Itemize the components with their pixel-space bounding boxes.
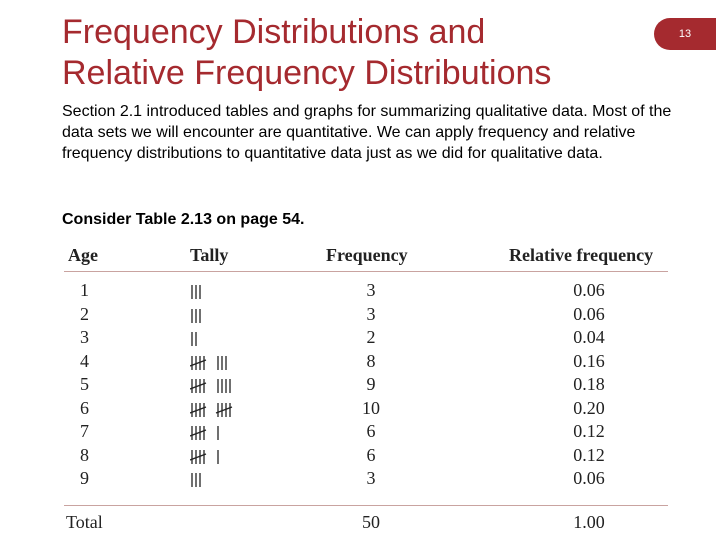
- cell-age: 7: [80, 421, 89, 441]
- cell-frequency: 3: [366, 303, 376, 324]
- cell-relative-frequency: 0.06: [573, 280, 605, 300]
- header-tally: Tally: [190, 245, 229, 265]
- cell-relative-frequency: 0.04: [573, 327, 605, 347]
- total-frequency: 50: [362, 512, 380, 532]
- consider-note: Consider Table 2.13 on page 54.: [62, 211, 305, 228]
- body-text: Section 2.1 introduced tables and graphs for summarizing qualitative data. Most of the data sets we will encounter are quantitative. We can apply frequency and relative frequency distributions to quantitative data just as we did for qualitative data.: [62, 103, 672, 162]
- cell-age: 4: [80, 350, 89, 371]
- cell-tally: [190, 374, 236, 394]
- cell-tally: [190, 304, 206, 324]
- cell-tally: [190, 327, 202, 347]
- total-label: Total: [66, 512, 103, 532]
- cell-tally: [190, 280, 206, 300]
- cell-relative-frequency: 0.18: [573, 374, 605, 394]
- table-row: [64, 445, 668, 469]
- cell-relative-frequency: 0.12: [573, 421, 605, 441]
- cell-frequency: 10: [362, 397, 380, 418]
- cell-age: 3: [80, 327, 89, 347]
- cell-age: 1: [80, 280, 89, 300]
- cell-frequency: 9: [366, 374, 376, 394]
- cell-frequency: 6: [366, 444, 376, 465]
- header-age: Age: [68, 245, 98, 265]
- tally-marks-icon: [190, 331, 202, 347]
- tally-marks-icon: [190, 308, 206, 324]
- cell-tally: [190, 421, 224, 441]
- header-frequency: Frequency: [326, 245, 408, 265]
- tally-marks-icon: [190, 449, 224, 465]
- cell-frequency: 3: [366, 468, 376, 488]
- tally-marks-icon: [190, 378, 236, 394]
- cell-frequency: 6: [366, 421, 376, 441]
- cell-age: 5: [80, 374, 89, 394]
- cell-age: 8: [80, 444, 89, 465]
- table-body: [64, 272, 668, 506]
- header-relative-frequency: Relative frequency: [509, 245, 654, 265]
- cell-age: 9: [80, 468, 89, 488]
- cell-tally: [190, 351, 232, 371]
- table-row: [64, 351, 668, 375]
- page-number-badge: 13: [654, 18, 716, 50]
- cell-frequency: 8: [366, 350, 376, 371]
- cell-relative-frequency: 0.12: [573, 444, 605, 465]
- cell-relative-frequency: 0.06: [573, 303, 605, 324]
- table-row: [64, 327, 668, 351]
- cell-tally: [190, 445, 224, 465]
- tally-marks-icon: [190, 472, 206, 488]
- cell-tally: [190, 398, 246, 418]
- cell-age: 6: [80, 397, 89, 418]
- cell-relative-frequency: 0.06: [573, 468, 605, 488]
- cell-relative-frequency: 0.16: [573, 350, 605, 371]
- table-row: [64, 421, 668, 445]
- body-paragraph: [62, 101, 682, 164]
- table-row: [64, 304, 668, 328]
- table-footer: [64, 506, 668, 536]
- frequency-table: [64, 241, 668, 536]
- cell-relative-frequency: 0.20: [573, 397, 605, 418]
- slide-title: [62, 12, 662, 94]
- table-row: [64, 398, 668, 422]
- cell-frequency: 3: [366, 280, 376, 300]
- total-relative-frequency: 1.00: [573, 512, 605, 532]
- tally-marks-icon: [190, 425, 224, 441]
- slide-title-line1: Frequency Distributions and: [62, 13, 486, 51]
- tally-marks-icon: [190, 402, 246, 418]
- table-row: [64, 280, 668, 304]
- table-row: [64, 468, 668, 492]
- slide-title-line2: Relative Frequency Distributions: [62, 54, 552, 92]
- cell-age: 2: [80, 303, 89, 324]
- table-row: [64, 374, 668, 398]
- table-header: [64, 241, 668, 272]
- tally-marks-icon: [190, 284, 206, 300]
- cell-frequency: 2: [366, 327, 376, 347]
- cell-tally: [190, 468, 206, 488]
- tally-marks-icon: [190, 355, 232, 371]
